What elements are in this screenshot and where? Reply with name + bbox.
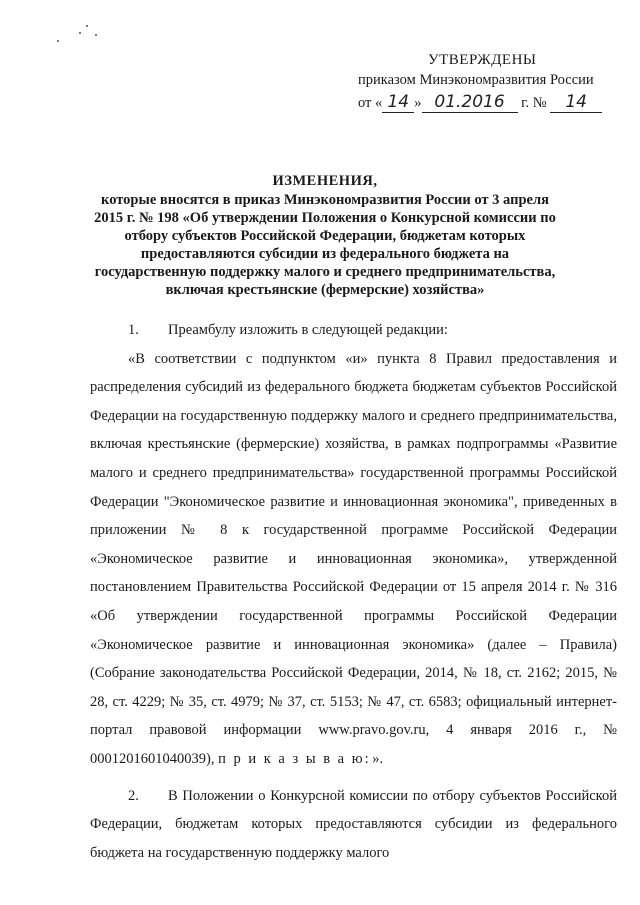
date-day-handwritten: 14 (387, 92, 410, 112)
date-prefix: от « (358, 95, 383, 111)
approval-date-line (358, 92, 618, 113)
preamble-quote-end: : ». (364, 750, 384, 767)
item-2-number: 2. (128, 787, 139, 804)
date-day-field (382, 92, 414, 113)
date-mid: » (414, 95, 422, 111)
scan-speck (57, 40, 59, 42)
preamble-quote (90, 345, 617, 774)
preamble-quote-text: «В соответствии с подпунктом «и» пункта 8 Правил предоставления и распределения субсидий из федерального бюджета бюджетам субъектов Российской Федерации на государственную поддержку малого и среднего предпринимательства, включая крестьянские (фермерские) хозяйства, в рамках подпрограммы «Развитие малого и среднего предпринимательства» государственной программы Российской Федерации "Экономическое развитие и инновационная экономика", приведенных в приложении № 8 к государственной программе Российской Федерации «Экономическое развитие и инновационная экономика», утвержденной постановлением Правительства Российской Федерации от 15 апреля 2014 г. № 316 «Об утверждении государственной программы Российской Федерации «Экономическое развитие и инновационная экономика» (далее – Правила) (Собрание законодательства Российской Федерации, 2014, № 18, ст. 2162; 2015, № 28, ст. 4229; № 35, ст. 4979; № 37, ст. 5153; № 47, ст. 6583; официальный интернет-портал правовой информации www.pravo.gov.ru, 4 января 2016 г., № 0001201601040039), (90, 350, 617, 767)
scan-specks (55, 22, 115, 52)
item-2 (90, 782, 617, 868)
item-1 (90, 316, 617, 345)
approval-order-line: приказом Минэкономразвития России (358, 72, 594, 88)
heading-title: ИЗМЕНЕНИЯ, (272, 173, 378, 189)
scan-speck (86, 25, 88, 27)
item-2-text: В Положении о Конкурсной комиссии по отбору субъектов Российской Федерации, бюджетам которых предоставляются субсидии из федерального бюджета на государственную поддержку малого (90, 787, 617, 861)
approval-stamp-block (358, 52, 618, 113)
item-1-number: 1. (128, 322, 139, 338)
document-heading (90, 172, 560, 299)
preamble-order-word: п р и к а з ы в а ю (218, 750, 365, 767)
date-month-year-handwritten: 01.2016 (434, 92, 505, 112)
order-number-field (550, 92, 602, 113)
approval-title: УТВЕРЖДЕНЫ (428, 52, 537, 68)
number-prefix: г. № (521, 95, 547, 111)
heading-subtitle: которые вносятся в приказ Минэкономразвития России от 3 апреля 2015 г. № 198 «Об утверждении Положения о Конкурсной комиссии по отбору субъектов Российской Федерации, бюджетам которых предоставляются субсидии из федерального бюджета на государственную поддержку малого и среднего предпринимательства, включая крестьянские (фермерские) хозяйства» (94, 192, 556, 298)
date-month-year-field (422, 92, 518, 113)
scan-speck (95, 34, 97, 36)
document-body (90, 316, 617, 867)
item-1-text: Преамбулу изложить в следующей редакции: (168, 322, 448, 338)
order-number-handwritten: 14 (565, 92, 587, 112)
scan-speck (79, 32, 81, 34)
